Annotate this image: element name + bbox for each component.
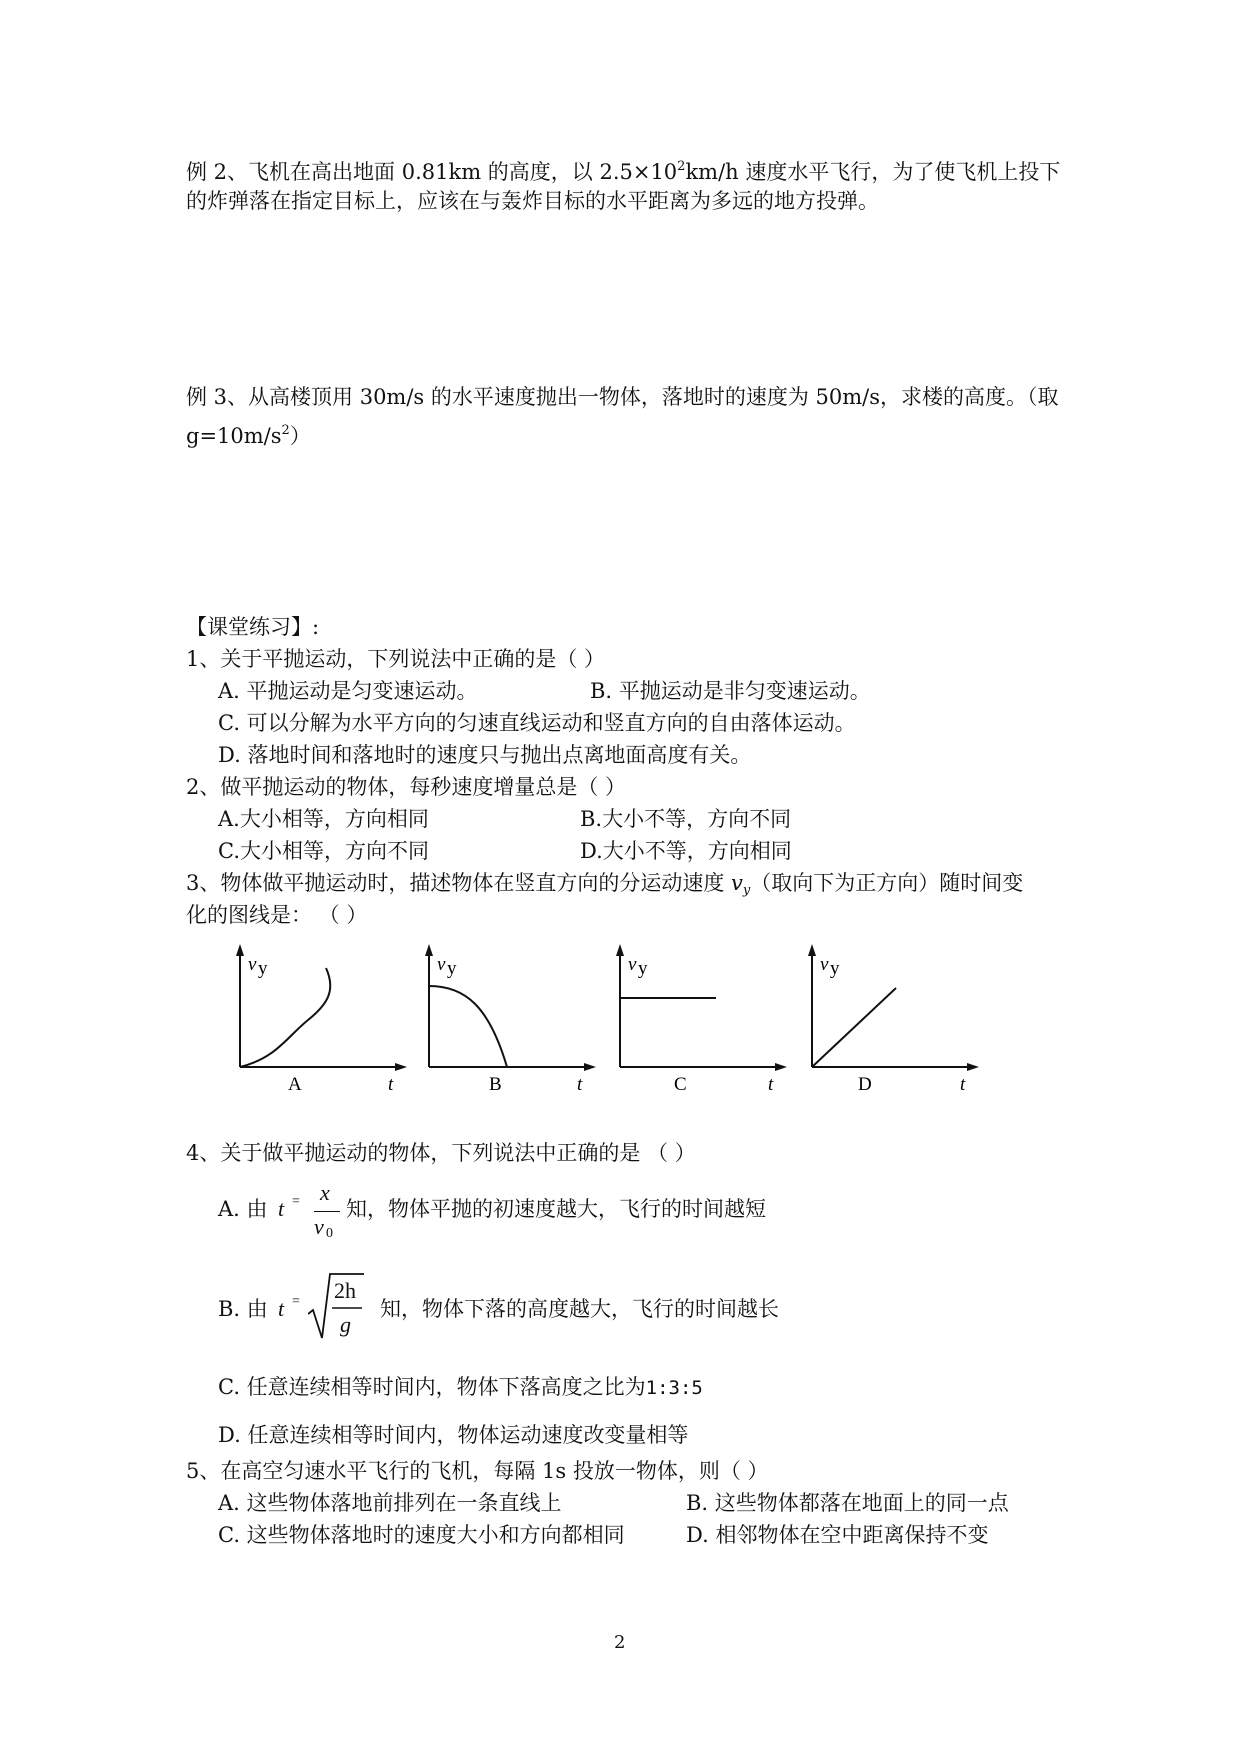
- q3-stem-line-2: 化的图线是： （ ）: [186, 903, 368, 927]
- q2-option-b: B.大小不等，方向不同: [580, 807, 792, 831]
- graph-a-letter: A: [288, 1074, 302, 1095]
- example-2-line-2: 的炸弹落在指定目标上，应该在与轰炸目标的水平距离为多远的地方投弹。: [186, 189, 879, 213]
- q2-option-d: D.大小不等，方向相同: [580, 839, 792, 863]
- q2-option-c: C.大小相等，方向不同: [218, 839, 429, 863]
- example-2-line-1: 例 2、飞机在高出地面 0.81km 的高度，以 $2.5\times 10^2km/h$ 速度水平飞行，为了使飞机上投下: [186, 159, 1061, 184]
- example-3-line-2: $g=10m/s^2$）: [186, 423, 311, 448]
- q4-option-b-text: 知，物体下落的高度越大，飞行的时间越长: [380, 1297, 779, 1321]
- graph-b-y-sub: y: [447, 958, 457, 979]
- q4-stem: 4、关于做平抛运动的物体，下列说法中正确的是 （ ）: [186, 1141, 696, 1165]
- q4-option-c: C. 任意连续相等时间内，物体下落高度之比为1:3:5: [218, 1375, 703, 1399]
- graph-b-x-label: t: [577, 1074, 583, 1095]
- q3-stem-line-1: 3、物体做平抛运动时，描述物体在竖直方向的分运动速度 vy（取向下为正方向）随时间变: [186, 871, 1024, 898]
- graph-a-y-sub: y: [258, 958, 268, 979]
- graph-d-y-sub: y: [830, 958, 840, 979]
- q4-option-d: D. 任意连续相等时间内，物体运动速度改变量相等: [218, 1423, 689, 1447]
- q1-stem: 1、关于平抛运动，下列说法中正确的是（ ）: [186, 647, 606, 671]
- q5-option-c: C. 这些物体落地时的速度大小和方向都相同: [218, 1523, 625, 1547]
- graph-a-y-label: v: [248, 954, 257, 975]
- page-number: 2: [614, 1632, 626, 1653]
- graph-a-x-label: t: [388, 1074, 394, 1095]
- graph-c-y-sub: y: [638, 958, 648, 979]
- graph-c-y-label: v: [628, 954, 637, 975]
- graph-c: [616, 950, 796, 1110]
- q2-stem: 2、做平抛运动的物体，每秒速度增量总是（ ）: [186, 775, 627, 799]
- q4-option-a-text: 知，物体平抛的初速度越大，飞行的时间越短: [346, 1197, 766, 1221]
- graph-c-x-label: t: [768, 1074, 774, 1095]
- q4-option-a-prefix: A. 由: [218, 1197, 268, 1221]
- q4-option-b-prefix: B. 由: [218, 1297, 268, 1321]
- q5-option-b: B. 这些物体都落在地面上的同一点: [686, 1491, 1009, 1515]
- q1-option-a: A. 平抛运动是匀变速运动。: [218, 679, 478, 703]
- practice-heading: 【课堂练习】:: [186, 615, 320, 639]
- graph-d-line: [812, 988, 896, 1067]
- q4-option-a-formula: t = x v 0: [278, 1180, 338, 1250]
- graph-b-letter: B: [489, 1074, 502, 1095]
- graph-a: [236, 950, 416, 1110]
- graph-d: [808, 950, 988, 1110]
- graph-b-curve: [429, 986, 507, 1067]
- q5-stem: 5、在高空匀速水平飞行的飞机，每隔 1s 投放一物体，则（ ）: [186, 1459, 769, 1483]
- q1-option-d: D. 落地时间和落地时的速度只与抛出点离地面高度有关。: [218, 743, 752, 767]
- q5-option-d: D. 相邻物体在空中距离保持不变: [686, 1523, 989, 1547]
- graph-d-y-label: v: [820, 954, 829, 975]
- graph-c-letter: C: [674, 1074, 687, 1095]
- graph-d-x-label: t: [960, 1074, 966, 1095]
- q2-option-a: A.大小相等，方向相同: [218, 807, 429, 831]
- graph-b-y-label: v: [437, 954, 446, 975]
- q1-option-c: C. 可以分解为水平方向的匀速直线运动和竖直方向的自由落体运动。: [218, 711, 856, 735]
- graph-d-letter: D: [858, 1074, 872, 1095]
- q5-option-a: A. 这些物体落地前排列在一条直线上: [218, 1491, 562, 1515]
- q1-option-b: B. 平抛运动是非匀变速运动。: [590, 679, 871, 703]
- q4-option-b-formula: t = 2h g: [278, 1270, 368, 1350]
- graph-b: [425, 950, 605, 1110]
- example-3-line-1: 例 3、从高楼顶用 30m/s 的水平速度抛出一物体，落地时的速度为 50m/s，求楼的高度。（取: [186, 385, 1059, 409]
- graph-a-curve: [240, 968, 330, 1067]
